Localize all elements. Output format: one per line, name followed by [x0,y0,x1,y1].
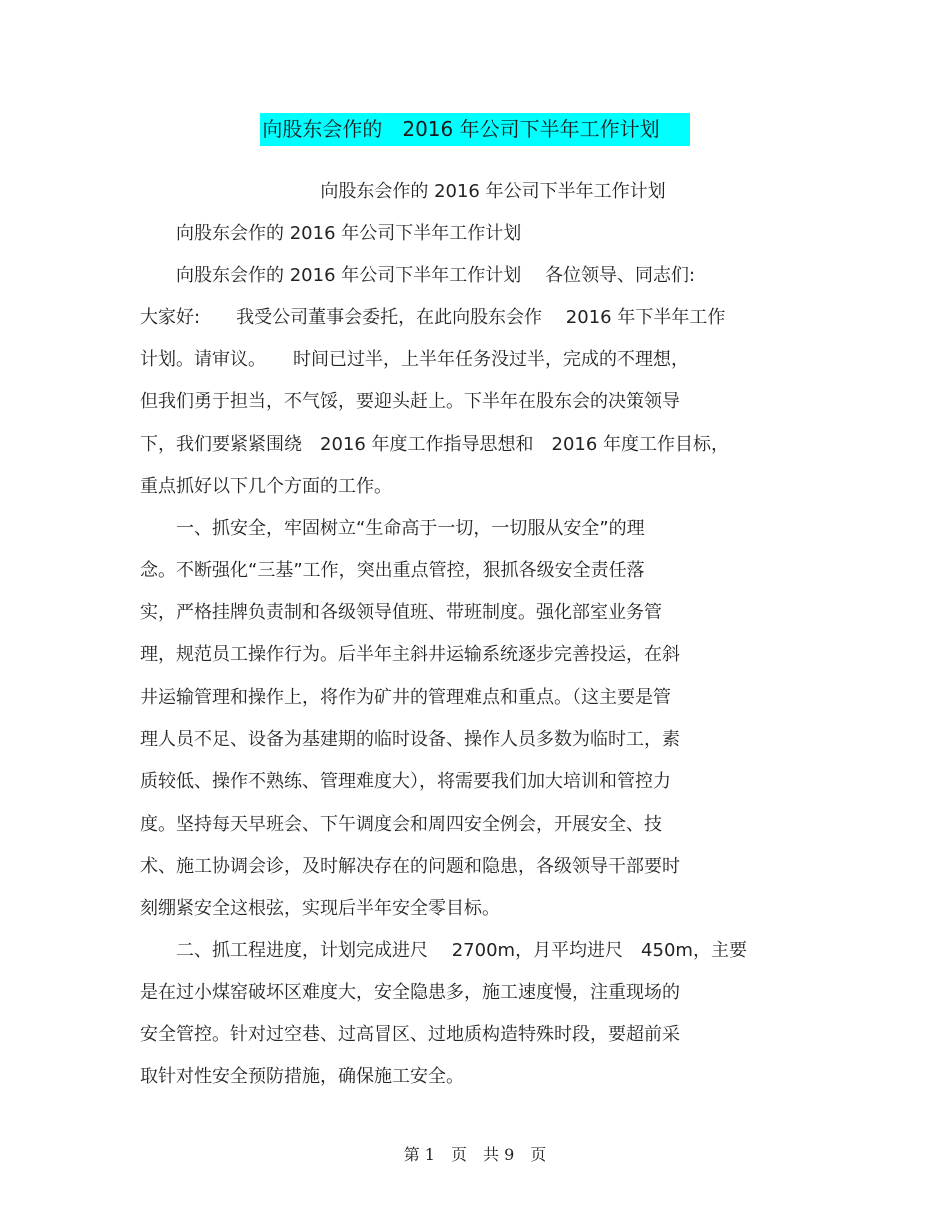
body-line: 计划。请审议。 时间已过半，上半年任务没过半，完成的不理想， [140,349,689,370]
body-line: 刻绷紧安全这根弦，实现后半年安全零目标。 [140,898,500,919]
page-number-footer: 第 1 页 共 9 页 [403,1145,547,1164]
body-line: 重点抓好以下几个方面的工作。 [140,476,392,497]
body-line: 理人员不足、设备为基建期的临时设备、操作人员多数为临时工，素 [140,729,680,750]
body-line: 实，严格挂牌负责制和各级领导值班、带班制度。强化部室业务管 [140,602,662,623]
body-line: 二、抓工程进度，计划完成进尺 2700m，月平均进尺 450m，主要 [140,940,747,961]
body-line: 术、施工协调会诊，及时解决存在的问题和隐患，各级领导干部要时 [140,856,680,877]
title-wrap [0,113,950,146]
body-line: 是在过小煤窑破坏区难度大，安全隐患多，施工速度慢，注重现场的 [140,982,680,1003]
body-line: 大家好: 我受公司董事会委托，在此向股东会作 2016 年下半年工作 [140,307,726,328]
body-line: 向股东会作的 2016 年公司下半年工作计划 各位领导、同志们: [140,265,696,286]
body-line: 向股东会作的 2016 年公司下半年工作计划 [140,223,522,244]
body-line: 度。坚持每天早班会、下午调度会和周四安全例会，开展安全、技 [140,814,662,835]
body-line: 理，规范员工操作行为。后半年主斜井运输系统逐步完善投运，在斜 [140,644,680,665]
body-line: 念。不断强化“三基”工作，突出重点管控，狠抓各级安全责任落 [140,560,645,581]
document-title: 向股东会作的 2016 年公司下半年工作计划 [260,113,689,146]
document-subtitle: 向股东会作的 2016 年公司下半年工作计划 [320,181,666,202]
body-line: 取针对性安全预防措施，确保施工安全。 [140,1066,464,1087]
body-line: 质较低、操作不熟练、管理难度大），将需要我们加大培训和管控力 [140,771,671,792]
body-line: 安全管控。针对过空巷、过高冒区、过地质构造特殊时段，要超前采 [140,1024,680,1045]
body-line: 下，我们要紧紧围绕 2016 年度工作指导思想和 2016 年度工作目标， [140,434,730,455]
body-line: 一、抓安全，牢固树立“生命高于一切，一切服从安全”的理 [140,518,645,539]
body-line: 井运输管理和操作上，将作为矿井的管理难点和重点。（这主要是管 [140,687,671,708]
body-line: 但我们勇于担当，不气馁，要迎头赶上。下半年在股东会的决策领导 [140,391,680,412]
